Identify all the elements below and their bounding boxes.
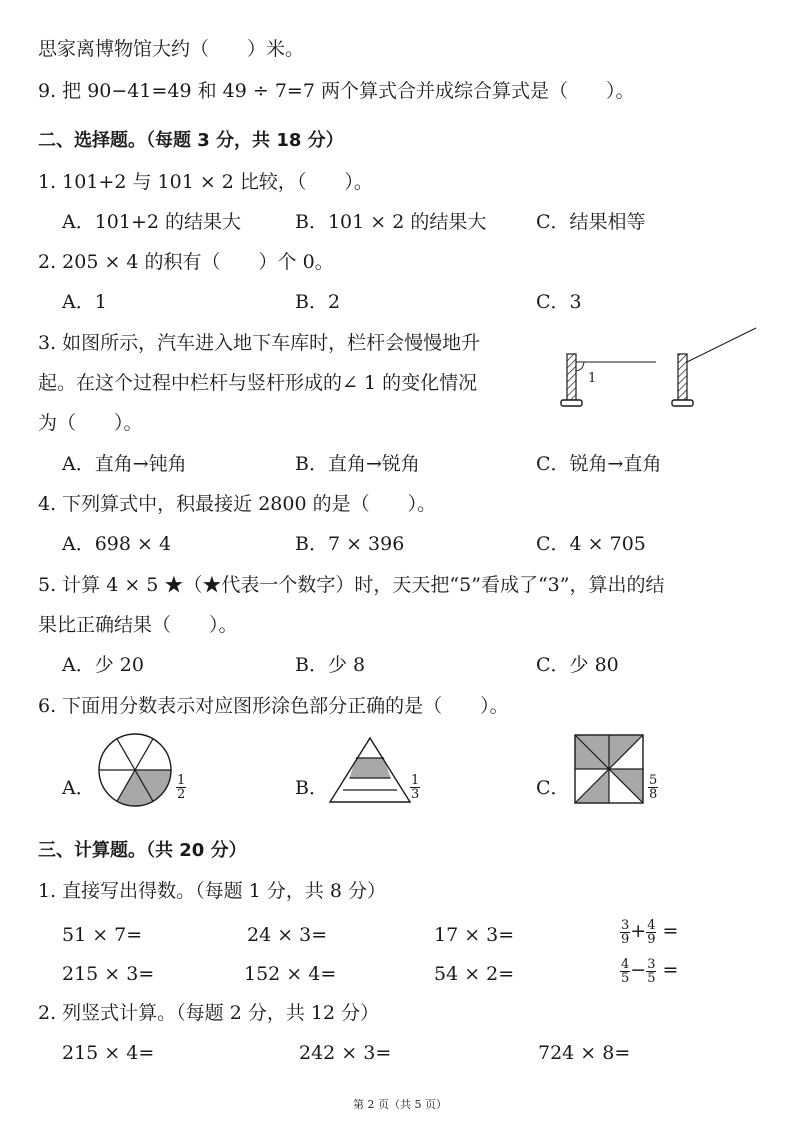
calc-fraction-subtraction: $\frac{4}{5}$ − $\frac{3}{5}$ = (621, 956, 679, 986)
s2-q3-option-c[interactable]: C．锐角→直角 (536, 453, 662, 475)
angle-label: 1 (588, 371, 597, 386)
vertical-calc-item: 242 × 3= (299, 1042, 392, 1064)
fraction-a: $\frac{1}{2}$ (177, 773, 186, 802)
q9-line: 9. 把 90−41=49 和 49 ÷ 7=7 两个算式合并成综合算式是（ ）。 (38, 80, 635, 102)
s2-q6: 6. 下面用分数表示对应图形涂色部分正确的是（ ）。 (38, 695, 509, 717)
calc-item: 24 × 3= (247, 924, 328, 946)
calc-item: 152 × 4= (244, 963, 337, 985)
calc-item: 215 × 3= (62, 963, 155, 985)
vertical-calc-item: 724 × 8= (538, 1042, 631, 1064)
barrier-post-raised (672, 328, 756, 406)
q8-tail-line: 思家离博物馆大约（ ）米。 (38, 38, 305, 60)
s2-q6-option-b[interactable]: B． (295, 777, 328, 799)
s2-q4-option-c[interactable]: C．4 × 705 (536, 533, 646, 555)
s3-q1: 1. 直接写出得数。（每题 1 分，共 8 分） (38, 880, 387, 902)
s2-q1: 1. 101+2 与 101 × 2 比较，（ ）。 (38, 171, 373, 193)
calc-item: 17 × 3= (434, 924, 515, 946)
s2-q4: 4. 下列算式中，积最接近 2800 的是（ ）。 (38, 493, 437, 515)
s2-q4-option-b[interactable]: B．7 × 396 (295, 533, 405, 555)
s2-q1-option-b[interactable]: B．101 × 2 的结果大 (295, 211, 487, 233)
s2-q2-option-c[interactable]: C．3 (536, 291, 582, 313)
square-eighths-figure (574, 734, 644, 804)
vertical-calc-item: 215 × 4= (62, 1042, 155, 1064)
fraction-c: $\frac{5}{8}$ (649, 773, 658, 802)
s2-q2: 2. 205 × 4 的积有（ ）个 0。 (38, 251, 334, 273)
barrier-figure (556, 322, 766, 414)
calc-item: 54 × 2= (434, 963, 515, 985)
s2-q3-option-b[interactable]: B．直角→锐角 (295, 453, 420, 475)
s2-q5-option-a[interactable]: A．少 20 (62, 654, 144, 676)
fraction-b: $\frac{1}{3}$ (411, 773, 420, 802)
s2-q2-option-a[interactable]: A．1 (62, 291, 107, 313)
triangle-thirds-figure (328, 736, 412, 804)
s2-q5-option-c[interactable]: C．少 80 (536, 654, 619, 676)
s2-q5-line1: 5. 计算 4 × 5 ★（★代表一个数字）时，天天把“5”看成了“3”，算出的结 (38, 574, 665, 596)
barrier-post-horizontal (561, 354, 656, 406)
s2-q6-option-c[interactable]: C． (536, 777, 570, 799)
s2-q5-option-b[interactable]: B．少 8 (295, 654, 366, 676)
s2-q3-option-a[interactable]: A．直角→钝角 (62, 453, 187, 475)
page-footer: 第 2 页（共 5 页） (353, 1098, 447, 1111)
calc-fraction-addition: $\frac{3}{9}$ + $\frac{4}{9}$ = (621, 917, 679, 947)
s2-q3-line3: 为（ ）。 (38, 412, 143, 434)
s2-q1-option-a[interactable]: A．101+2 的结果大 (62, 211, 242, 233)
s2-q3-line1: 3. 如图所示，汽车进入地下车库时，栏杆会慢慢地升 (38, 332, 481, 354)
s3-q2: 2. 列竖式计算。（每题 2 分，共 12 分） (38, 1002, 380, 1024)
s2-q3-line2: 起。在这个过程中栏杆与竖杆形成的∠ 1 的变化情况 (38, 372, 478, 394)
s2-q4-option-a[interactable]: A．698 × 4 (62, 533, 172, 555)
calc-item: 51 × 7= (62, 924, 143, 946)
s2-q6-option-a[interactable]: A． (62, 777, 95, 799)
s2-q1-option-c[interactable]: C．结果相等 (536, 211, 646, 233)
section-2-heading: 二、选择题。（每题 3 分，共 18 分） (38, 130, 344, 151)
s2-q5-line2: 果比正确结果（ ）。 (38, 614, 238, 636)
section-3-heading: 三、计算题。（共 20 分） (38, 840, 247, 861)
circle-sixths-figure (95, 730, 175, 810)
s2-q2-option-b[interactable]: B．2 (295, 291, 341, 313)
